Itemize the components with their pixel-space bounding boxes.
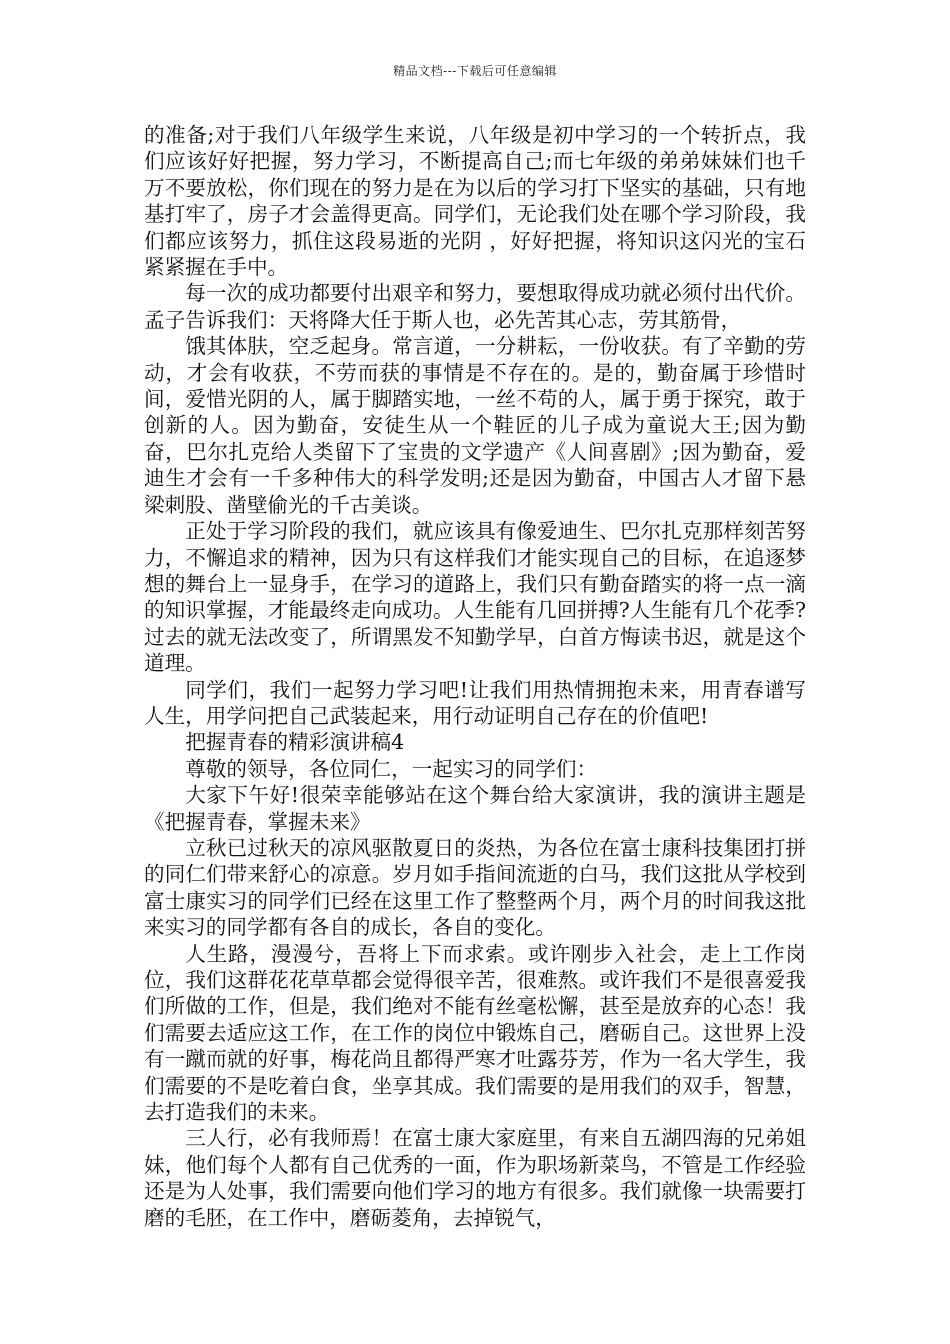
paragraph: 立秋已过秋天的凉风驱散夏日的炎热，为各位在富士康科技集团打拼的同仁们带来舒心的凉意。岁月如手指间流逝的白马，我们这批从学校到富士康实习的同学们已经在这里工作了整整两个月，两个月的时间我这批来实习的同学都有各自的成长，各自的变化。 <box>144 835 806 940</box>
paragraph: 的准备;对于我们八年级学生来说，八年级是初中学习的一个转折点，我们应该好好把握，努力学习，不断提高自己;而七年级的弟弟妹妹们也千万不要放松，你们现在的努力是在为以后的学习打下坚实的基础，只有地基打牢了，房子才会盖得更高。同学们，无论我们处在哪个学习阶段，我们都应该努力，抓住这段易逝的光阴 ，好好把握，将知识这闪光的宝石紧紧握在手中。 <box>144 123 806 280</box>
paragraph: 饿其体肤，空乏起身。常言道，一分耕耘，一份收获。有了辛勤的劳动，才会有收获，不劳而获的事情是不存在的。是的，勤奋属于珍惜时间，爱惜光阴的人，属于脚踏实地，一丝不苟的人，属于勇于探究，敢于创新的人。因为勤奋，安徒生从一个鞋匠的儿子成为童说大王;因为勤奋，巴尔扎克给人类留下了宝贵的文学遗产《人间喜剧》;因为勤奋，爱迪生才会有一千多种伟大的科学发明;还是因为勤奋，中国古人才留下悬梁刺股、凿壁偷光的千古美谈。 <box>144 334 806 517</box>
salutation: 尊敬的领导，各位同仁，一起实习的同学们： <box>185 756 598 781</box>
paragraph: 大家下午好!很荣幸能够站在这个舞台给大家演讲，我的演讲主题是《把握青春，掌握未来》 <box>144 783 806 834</box>
paragraph: 同学们，我们一起努力学习吧!让我们用热情拥抱未来，用青春谱写人生，用学问把自己武装起来，用行动证明自己存在的价值吧! <box>144 677 806 728</box>
paragraph: 正处于学习阶段的我们，就应该具有像爱迪生、巴尔扎克那样刻苦努力，不懈追求的精神，因为只有这样我们才能实现自己的目标，在追逐梦想的舞台上一显身手，在学习的道路上，我们只有勤奋踏实的将一点一滴的知识掌握，才能最终走向成功。人生能有几回拼搏?人生能有几个花季?过去的就无法改变了，所谓黑发不知勤学早，白首方悔读书迟，就是这个道理。 <box>144 519 806 676</box>
speech-title: 把握青春的精彩演讲稿4 <box>185 730 405 755</box>
page-header: 精品文档---下载后可任意编辑 <box>393 64 557 78</box>
document-body <box>144 122 806 1231</box>
paragraph: 每一次的成功都要付出艰辛和努力，要想取得成功就必须付出代价。孟子告诉我们：天将降大任于斯人也，必先苦其心志，劳其筋骨， <box>144 281 806 332</box>
paragraph: 人生路，漫漫兮，吾将上下而求索。或许刚步入社会，走上工作岗位，我们这群花花草草都会觉得很辛苦，很难熬。或许我们不是很喜爱我们所做的工作，但是，我们绝对不能有丝毫松懈，甚至是放弃的心态！我们需要去适应这工作，在工作的岗位中锻炼自己，磨砺自己。这世界上没有一蹴而就的好事，梅花尚且都得严寒才吐露芬芳，作为一名大学生，我们需要的不是吃着白食，坐享其成。我们需要的是用我们的双手，智慧，去打造我们的未来。 <box>144 941 806 1125</box>
paragraph: 三人行，必有我师焉！在富士康大家庭里，有来自五湖四海的兄弟姐妹，他们每个人都有自己优秀的一面，作为职场新菜鸟，不管是工作经验还是为人处事，我们需要向他们学习的地方有很多。我们就像一块需要打磨的毛胚，在工作中，磨砺菱角，去掉锐气， <box>144 1126 806 1230</box>
